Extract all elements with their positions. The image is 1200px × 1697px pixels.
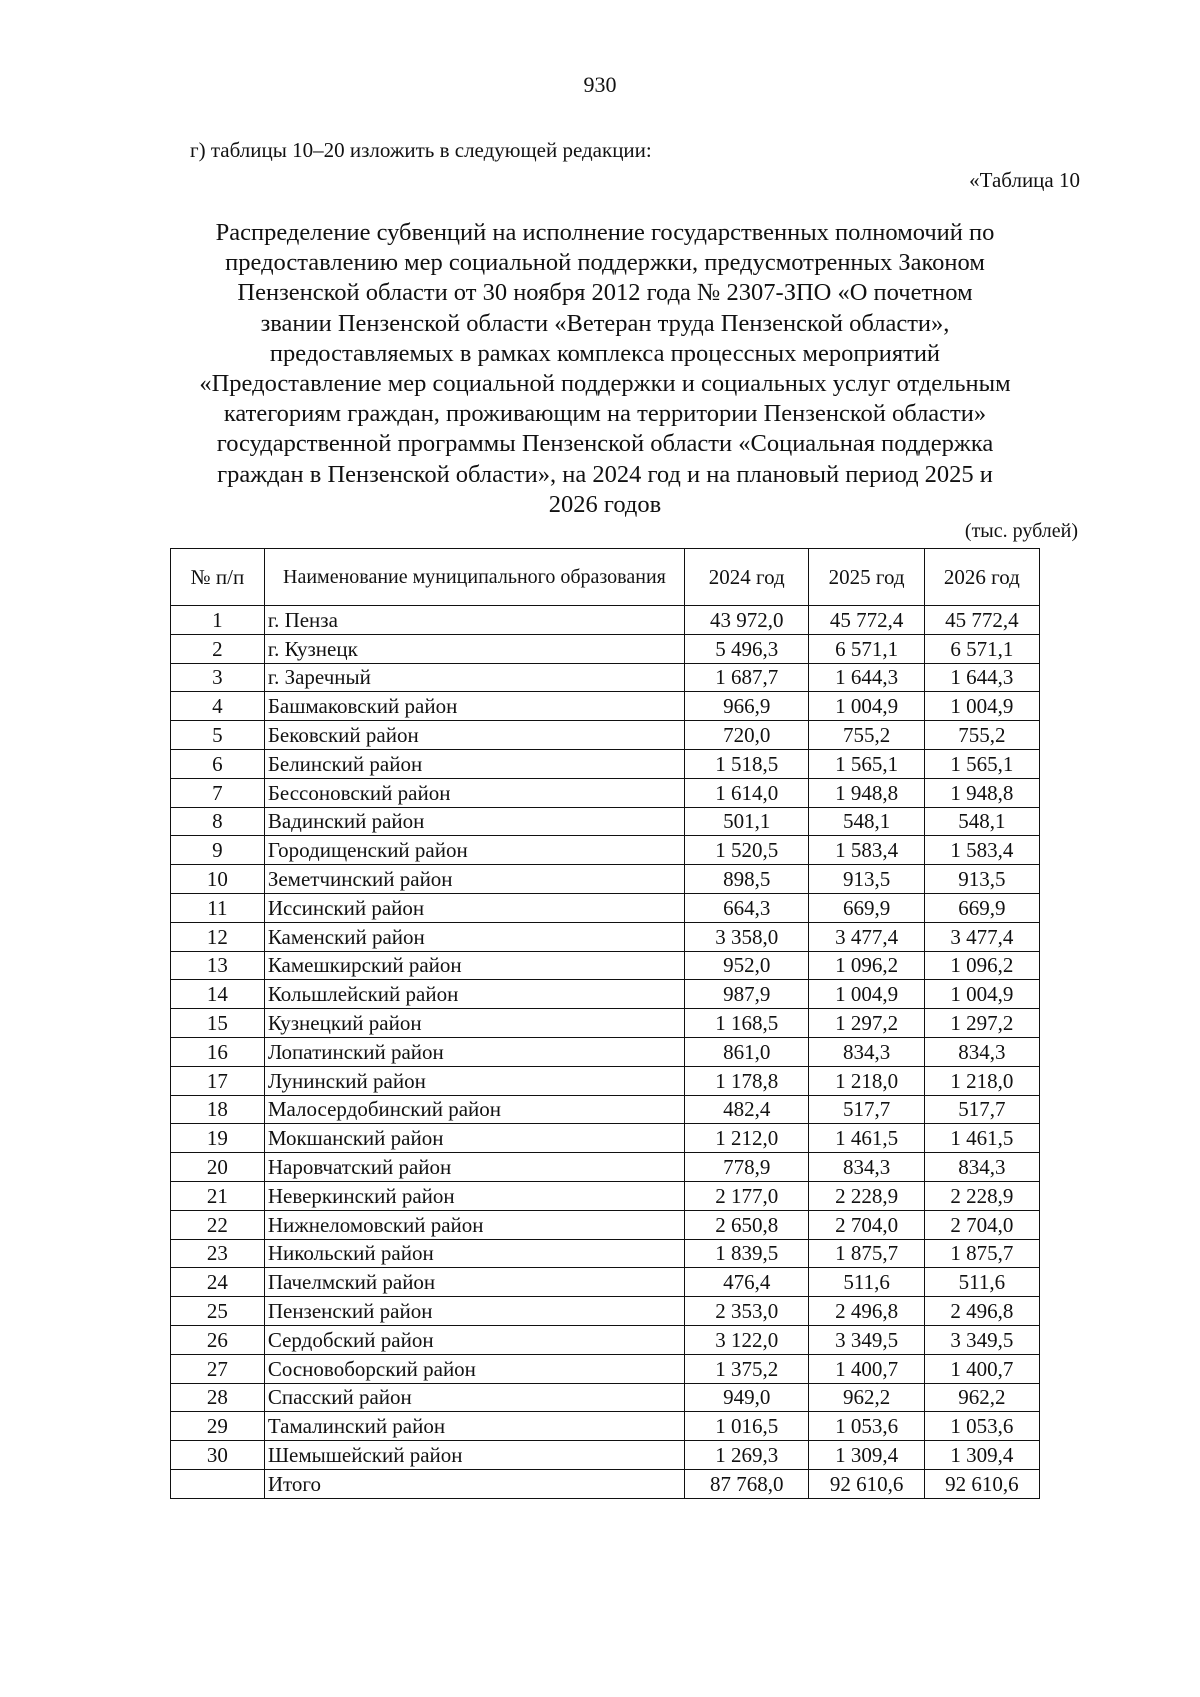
cell-municipality: Никольский район [264,1239,684,1268]
cell-2024: 966,9 [685,692,809,721]
cell-number: 30 [171,1441,265,1470]
cell-number: 23 [171,1239,265,1268]
cell-2025: 913,5 [809,865,924,894]
cell-number: 11 [171,893,265,922]
cell-municipality: Бековский район [264,721,684,750]
cell-2024: 43 972,0 [685,606,809,635]
cell-municipality: Малосердобинский район [264,1095,684,1124]
cell-2025: 3 477,4 [809,922,924,951]
cell-municipality: Земетчинский район [264,865,684,894]
cell-2024: 2 353,0 [685,1297,809,1326]
cell-municipality: г. Кузнецк [264,634,684,663]
cell-municipality: Иссинский район [264,893,684,922]
cell-2024: 987,9 [685,980,809,1009]
cell-2024: 87 768,0 [685,1469,809,1498]
cell-number: 14 [171,980,265,1009]
cell-2026: 1 004,9 [924,692,1039,721]
cell-2024: 2 650,8 [685,1210,809,1239]
cell-number: 4 [171,692,265,721]
cell-2025: 511,6 [809,1268,924,1297]
title-line: 2026 годов [548,490,662,518]
cell-2024: 476,4 [685,1268,809,1297]
table-row [171,721,1040,750]
cell-2025: 1 096,2 [809,951,924,980]
table-row [171,778,1040,807]
cell-2026: 1 948,8 [924,778,1039,807]
cell-2025: 1 053,6 [809,1412,924,1441]
cell-2026: 834,3 [924,1037,1039,1066]
title-line: категориям граждан, проживающим на территории Пензенской области» [223,400,987,428]
cell-municipality: Кольшлейский район [264,980,684,1009]
table-row [171,1153,1040,1182]
table-row [171,634,1040,663]
cell-2026: 834,3 [924,1153,1039,1182]
cell-number: 17 [171,1066,265,1095]
cell-municipality: Мокшанский район [264,1124,684,1153]
page-number: 930 [583,72,617,97]
table-row [171,663,1040,692]
cell-2024: 1 518,5 [685,749,809,778]
title-line: «Предоставление мер социальной поддержки и социальных услуг отдельным [199,370,1011,398]
cell-number: 1 [171,606,265,635]
cell-2024: 1 375,2 [685,1354,809,1383]
cell-number: 20 [171,1153,265,1182]
cell-2024: 861,0 [685,1037,809,1066]
table-row [171,692,1040,721]
header-year-2026: 2026 год [924,549,1039,606]
cell-2026: 548,1 [924,807,1039,836]
header-year-2024: 2024 год [685,549,809,606]
cell-2026: 1 309,4 [924,1441,1039,1470]
cell-number: 25 [171,1297,265,1326]
cell-municipality: Городищенский район [264,836,684,865]
cell-2025: 517,7 [809,1095,924,1124]
cell-2024: 1 178,8 [685,1066,809,1095]
cell-2024: 778,9 [685,1153,809,1182]
table-total-row [171,1469,1040,1498]
cell-number: 28 [171,1383,265,1412]
cell-number: 9 [171,836,265,865]
cell-number: 22 [171,1210,265,1239]
cell-2026: 1 053,6 [924,1412,1039,1441]
table-row [171,1095,1040,1124]
table-row [171,865,1040,894]
table-row [171,922,1040,951]
document-title [130,218,1080,520]
cell-municipality: Лунинский район [264,1066,684,1095]
cell-number: 7 [171,778,265,807]
cell-municipality: Кузнецкий район [264,1009,684,1038]
cell-number: 16 [171,1037,265,1066]
cell-2026: 1 875,7 [924,1239,1039,1268]
title-line: государственной программы Пензенской области «Социальная поддержка [216,430,994,458]
cell-2025: 6 571,1 [809,634,924,663]
cell-municipality: Спасский район [264,1383,684,1412]
cell-2024: 5 496,3 [685,634,809,663]
header-year-2025: 2025 год [809,549,924,606]
title-line: звании Пензенской области «Ветеран труда Пензенской области», [260,309,950,337]
cell-2025: 2 228,9 [809,1181,924,1210]
subventions-table [170,548,1040,1499]
cell-2024: 3 358,0 [685,922,809,951]
cell-2024: 3 122,0 [685,1325,809,1354]
cell-2025: 3 349,5 [809,1325,924,1354]
cell-2025: 548,1 [809,807,924,836]
cell-2026: 45 772,4 [924,606,1039,635]
table-row [171,1325,1040,1354]
cell-municipality: Наровчатский район [264,1153,684,1182]
table-header-row [171,549,1040,606]
table-row [171,1354,1040,1383]
cell-number: 19 [171,1124,265,1153]
cell-municipality: Башмаковский район [264,692,684,721]
title-line: предоставлению мер социальной поддержки, предусмотренных Законом [225,249,985,277]
cell-number: 27 [171,1354,265,1383]
units-label: (тыс. рублей) [964,520,1078,542]
title-line: граждан в Пензенской области», на 2024 год и на плановый период 2025 и [217,460,993,488]
cell-2024: 952,0 [685,951,809,980]
cell-2025: 1 004,9 [809,692,924,721]
table-row [171,1412,1040,1441]
cell-number: 3 [171,663,265,692]
cell-municipality: Сосновоборский район [264,1354,684,1383]
cell-2024: 2 177,0 [685,1181,809,1210]
cell-2025: 45 772,4 [809,606,924,635]
cell-municipality: Белинский район [264,749,684,778]
cell-2024: 1 687,7 [685,663,809,692]
cell-number: 8 [171,807,265,836]
table-reference: «Таблица 10 [969,168,1080,192]
cell-2024: 501,1 [685,807,809,836]
cell-2025: 1 583,4 [809,836,924,865]
cell-2024: 720,0 [685,721,809,750]
cell-number: 10 [171,865,265,894]
cell-municipality: г. Пенза [264,606,684,635]
cell-number: 12 [171,922,265,951]
header-number: № п/п [171,549,265,606]
cell-2026: 1 565,1 [924,749,1039,778]
cell-2026: 2 704,0 [924,1210,1039,1239]
cell-2026: 1 400,7 [924,1354,1039,1383]
title-line: Распределение субвенций на исполнение государственных полномочий по [215,219,995,246]
cell-2025: 92 610,6 [809,1469,924,1498]
cell-2024: 1 016,5 [685,1412,809,1441]
cell-municipality: Каменский район [264,922,684,951]
cell-2024: 1 269,3 [685,1441,809,1470]
cell-2026: 517,7 [924,1095,1039,1124]
cell-number: 15 [171,1009,265,1038]
cell-municipality: Лопатинский район [264,1037,684,1066]
cell-2026: 1 218,0 [924,1066,1039,1095]
table-row [171,749,1040,778]
cell-2025: 834,3 [809,1037,924,1066]
cell-municipality: Неверкинский район [264,1181,684,1210]
cell-2026: 92 610,6 [924,1469,1039,1498]
cell-2026: 511,6 [924,1268,1039,1297]
cell-2026: 1 583,4 [924,836,1039,865]
cell-2026: 6 571,1 [924,634,1039,663]
cell-2024: 1 839,5 [685,1239,809,1268]
table-row [171,1124,1040,1153]
cell-number: 21 [171,1181,265,1210]
cell-2026: 1 297,2 [924,1009,1039,1038]
cell-2026: 755,2 [924,721,1039,750]
cell-2024: 1 614,0 [685,778,809,807]
table-row [171,1210,1040,1239]
cell-2026: 1 644,3 [924,663,1039,692]
table-row [171,1441,1040,1470]
cell-number: 6 [171,749,265,778]
cell-2026: 1 461,5 [924,1124,1039,1153]
cell-2024: 664,3 [685,893,809,922]
cell-municipality: Сердобский район [264,1325,684,1354]
cell-2025: 1 565,1 [809,749,924,778]
table-body [171,606,1040,1499]
instruction-text: г) таблицы 10–20 изложить в следующей редакции: [190,138,652,162]
cell-2026: 962,2 [924,1383,1039,1412]
cell-municipality: Бессоновский район [264,778,684,807]
table-row [171,1181,1040,1210]
cell-2025: 1 644,3 [809,663,924,692]
cell-2024: 1 520,5 [685,836,809,865]
cell-number: 29 [171,1412,265,1441]
cell-municipality: Камешкирский район [264,951,684,980]
cell-2026: 669,9 [924,893,1039,922]
cell-number: 26 [171,1325,265,1354]
cell-municipality: г. Заречный [264,663,684,692]
cell-2025: 2 496,8 [809,1297,924,1326]
cell-number: 18 [171,1095,265,1124]
cell-municipality: Вадинский район [264,807,684,836]
cell-2024: 1 212,0 [685,1124,809,1153]
header-municipality: Наименование муниципального образования [264,549,684,606]
table-row [171,606,1040,635]
cell-2025: 1 218,0 [809,1066,924,1095]
cell-2025: 2 704,0 [809,1210,924,1239]
cell-2024: 898,5 [685,865,809,894]
cell-2025: 834,3 [809,1153,924,1182]
cell-number: 5 [171,721,265,750]
cell-municipality: Шемышейский район [264,1441,684,1470]
cell-2026: 2 496,8 [924,1297,1039,1326]
cell-2026: 1 096,2 [924,951,1039,980]
table-row [171,980,1040,1009]
cell-2025: 962,2 [809,1383,924,1412]
table-row [171,1037,1040,1066]
table-row [171,1297,1040,1326]
cell-number [171,1469,265,1498]
cell-number: 13 [171,951,265,980]
cell-2025: 1 948,8 [809,778,924,807]
cell-2025: 1 400,7 [809,1354,924,1383]
cell-number: 24 [171,1268,265,1297]
table-row [171,836,1040,865]
table-row [171,1239,1040,1268]
cell-2025: 1 004,9 [809,980,924,1009]
cell-2026: 2 228,9 [924,1181,1039,1210]
table-row [171,1268,1040,1297]
cell-municipality: Пензенский район [264,1297,684,1326]
cell-municipality: Пачелмский район [264,1268,684,1297]
table-row [171,951,1040,980]
table-row [171,1066,1040,1095]
cell-number: 2 [171,634,265,663]
cell-2025: 1 297,2 [809,1009,924,1038]
cell-2025: 669,9 [809,893,924,922]
cell-2024: 482,4 [685,1095,809,1124]
title-line: Пензенской области от 30 ноября 2012 года № 2307-ЗПО «О почетном [237,279,973,307]
cell-2025: 1 309,4 [809,1441,924,1470]
cell-2025: 1 875,7 [809,1239,924,1268]
cell-municipality: Итого [264,1469,684,1498]
cell-2025: 755,2 [809,721,924,750]
cell-2026: 1 004,9 [924,980,1039,1009]
cell-2026: 913,5 [924,865,1039,894]
table-row [171,807,1040,836]
table-row [171,1009,1040,1038]
table-row [171,1383,1040,1412]
cell-2026: 3 349,5 [924,1325,1039,1354]
cell-2025: 1 461,5 [809,1124,924,1153]
cell-2026: 3 477,4 [924,922,1039,951]
table-row [171,893,1040,922]
cell-municipality: Тамалинский район [264,1412,684,1441]
cell-2024: 949,0 [685,1383,809,1412]
cell-municipality: Нижнеломовский район [264,1210,684,1239]
title-line: предоставляемых в рамках комплекса процессных мероприятий [269,339,941,367]
cell-2024: 1 168,5 [685,1009,809,1038]
